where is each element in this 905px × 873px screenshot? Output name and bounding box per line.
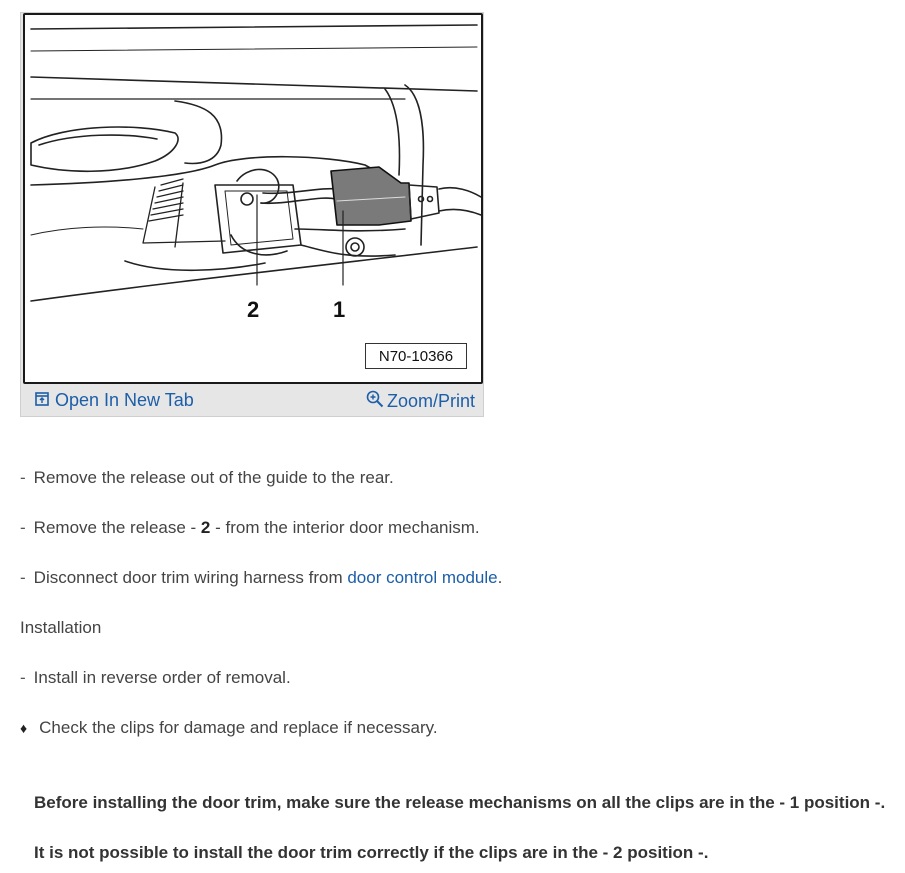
step-install-reverse xyxy=(20,668,291,688)
figure-footer xyxy=(21,385,483,415)
open-new-tab-icon xyxy=(35,390,49,411)
callout-2: 2 xyxy=(247,297,260,322)
step-dash: - xyxy=(20,668,26,687)
step-remove-release-mechanism xyxy=(20,518,480,538)
installation-heading: Installation xyxy=(20,618,102,637)
step-disconnect-harness xyxy=(20,568,502,588)
step-dash: - xyxy=(20,468,26,487)
figure-container xyxy=(20,12,484,417)
open-in-new-tab-link[interactable] xyxy=(35,390,194,411)
step-text-after: - from the interior door mechanism. xyxy=(210,518,480,537)
figure-reference-code: N70-10366 xyxy=(365,343,467,369)
door-mechanism-drawing xyxy=(25,15,481,382)
step-check-clips xyxy=(20,718,438,738)
zoom-magnifier-icon xyxy=(366,390,384,413)
technical-illustration xyxy=(23,13,483,384)
step-text: Check the clips for damage and replace if necessary. xyxy=(39,718,438,737)
callout-1: 1 xyxy=(333,297,346,322)
note-release-position-2: It is not possible to install the door trim correctly if the clips are in the - 2 position -. xyxy=(34,843,709,862)
diamond-bullet-icon: ♦ xyxy=(20,720,28,736)
open-in-new-tab-label: Open In New Tab xyxy=(55,390,194,410)
note-release-position-1: Before installing the door trim, make sure the release mechanisms on all the clips are in the - 1 position -. xyxy=(34,793,886,812)
step-dash: - xyxy=(20,518,26,537)
door-control-module-link[interactable]: door control module xyxy=(347,568,498,587)
step-remove-release-guide xyxy=(20,468,394,488)
step-text-after: . xyxy=(497,568,503,587)
step-dash: - xyxy=(20,568,26,587)
step-item-number: 2 xyxy=(200,518,211,537)
zoom-print-label: Zoom/Print xyxy=(386,391,475,411)
step-text: Install in reverse order of removal. xyxy=(33,668,291,687)
step-text-before: Disconnect door trim wiring harness from xyxy=(33,568,348,587)
zoom-print-link[interactable] xyxy=(366,390,475,413)
step-text-before: Remove the release - xyxy=(33,518,201,537)
step-text: Remove the release out of the guide to the rear. xyxy=(33,468,394,487)
